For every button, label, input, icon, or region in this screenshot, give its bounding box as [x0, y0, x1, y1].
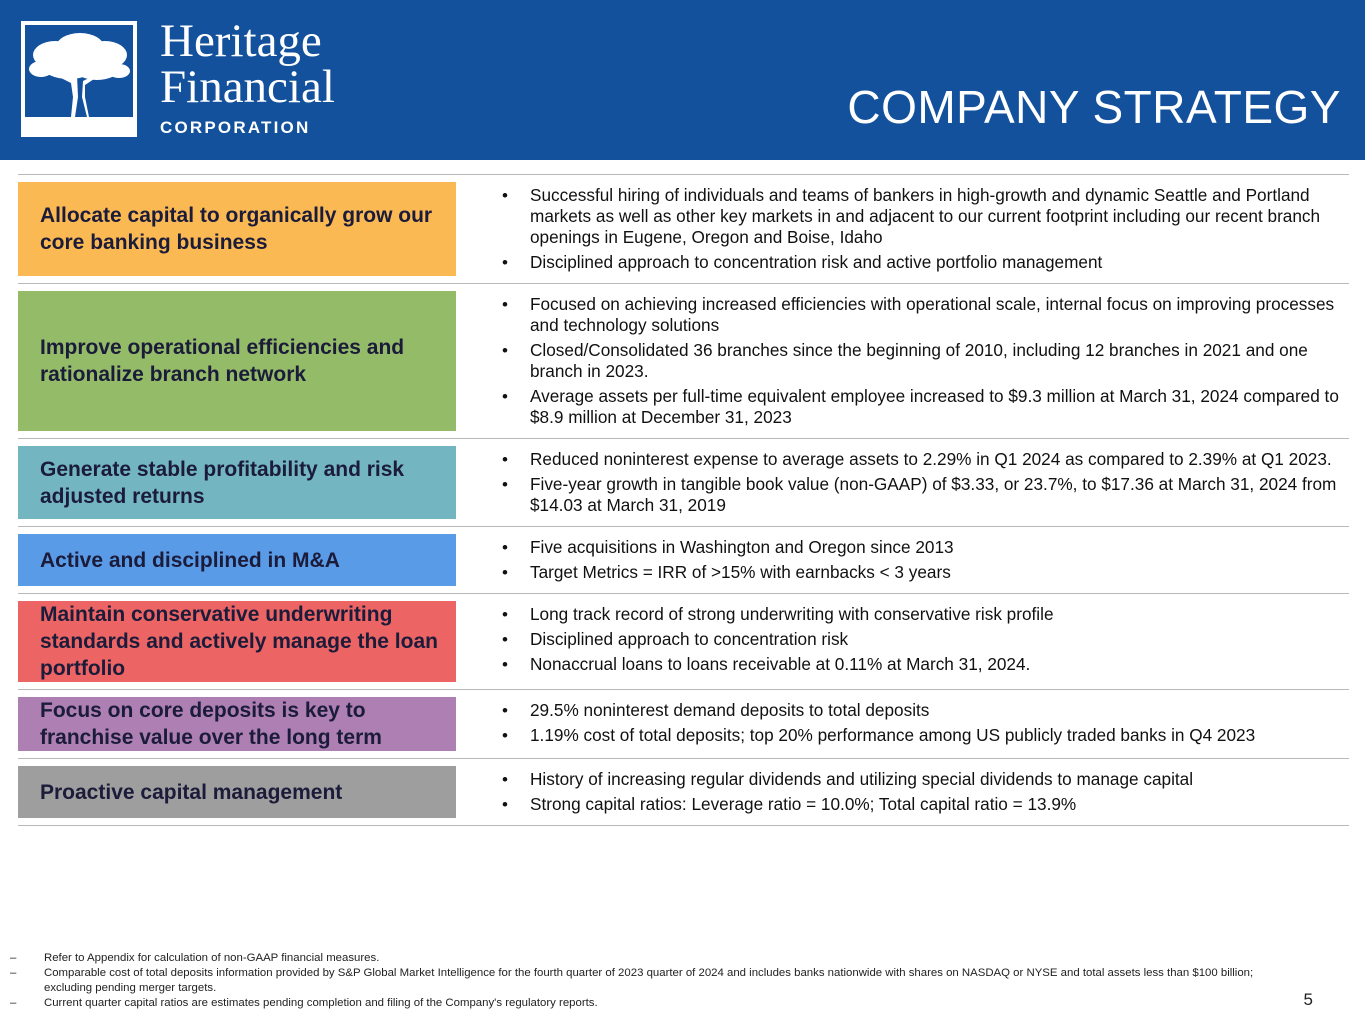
bullet-item: • History of increasing regular dividends and utilizing special dividends to manage capital	[502, 769, 1349, 790]
footnote	[10, 951, 1260, 966]
strategy-row	[18, 526, 1349, 593]
bullet-item: • Reduced noninterest expense to average assets to 2.29% in Q1 2024 as compared to 2.39% at Q1 2023.	[502, 449, 1349, 470]
strategy-bullets	[456, 690, 1349, 758]
bullet-item: • Disciplined approach to concentration risk and active portfolio management	[502, 252, 1349, 273]
company-name-line1: Heritage	[160, 15, 322, 67]
strategy-label: Proactive capital management	[18, 766, 456, 818]
strategy-label: Allocate capital to organically grow our core banking business	[18, 182, 456, 276]
bullet-item: • Long track record of strong underwriting with conservative risk profile	[502, 604, 1349, 625]
strategy-row	[18, 758, 1349, 826]
strategy-label: Improve operational efficiencies and rationalize branch network	[18, 291, 456, 431]
page-title: COMPANY STRATEGY	[847, 81, 1341, 133]
footnote-text: Comparable cost of total deposits information provided by S&P Global Market Intelligence for the fourth quarter of 2023 quarter of 2024 and includes banks nationwide with shares on NASDAQ or NYSE and total assets less than $100 billion; excluding pending merger targets.	[44, 967, 1254, 994]
bullet-item: • Strong capital ratios: Leverage ratio = 10.0%; Total capital ratio = 13.9%	[502, 794, 1349, 815]
bullet-item: • 29.5% noninterest demand deposits to total deposits	[502, 700, 1349, 721]
company-name-line3: CORPORATION	[160, 118, 311, 137]
footnotes	[10, 951, 1260, 1011]
strategy-row	[18, 593, 1349, 689]
bullet-item: • Average assets per full-time equivalent employee increased to $9.3 million at March 31, 2024 compared to $8.9 million at December 31, 2023	[502, 386, 1349, 428]
strategy-table	[18, 174, 1349, 826]
bullet-item: • Five-year growth in tangible book value (non-GAAP) of $3.33, or 23.7%, to $17.36 at March 31, 2024 from $14.03 at March 31, 2019	[502, 474, 1349, 516]
page-number: 5	[1303, 990, 1313, 1009]
bullet-item: • Successful hiring of individuals and teams of bankers in high-growth and dynamic Seattle and Portland markets as well as other key markets in and adjacent to our current footprint including our recent branch openings in Eugene, Oregon and Boise, Idaho	[502, 185, 1349, 248]
strategy-bullets	[456, 439, 1349, 526]
footnote-text: Current quarter capital ratios are estimates pending completion and filing of the Company's regulatory reports.	[44, 997, 598, 1009]
footnote-text: Refer to Appendix for calculation of non-GAAP financial measures.	[44, 952, 380, 964]
footnote-marker: –	[10, 967, 17, 979]
tree-icon	[25, 25, 133, 133]
bullet-item: • Focused on achieving increased efficiencies with operational scale, internal focus on improving processes and technology solutions	[502, 294, 1349, 336]
strategy-row	[18, 174, 1349, 283]
strategy-bullets	[456, 175, 1349, 283]
footnote-marker: –	[10, 997, 17, 1009]
footnote	[10, 996, 1260, 1011]
strategy-label: Focus on core deposits is key to franchise value over the long term	[18, 697, 456, 751]
bullet-item: • Target Metrics = IRR of >15% with earnbacks < 3 years	[502, 562, 1349, 583]
strategy-bullets	[456, 284, 1349, 438]
strategy-row	[18, 689, 1349, 758]
strategy-label: Generate stable profitability and risk adjusted returns	[18, 446, 456, 519]
strategy-row	[18, 438, 1349, 526]
bullet-item: • Five acquisitions in Washington and Oregon since 2013	[502, 537, 1349, 558]
bullet-item: • Disciplined approach to concentration risk	[502, 629, 1349, 650]
bullet-item: • Nonaccrual loans to loans receivable at 0.11% at March 31, 2024.	[502, 654, 1349, 675]
strategy-bullets	[456, 527, 1349, 593]
footnote	[10, 966, 1260, 996]
bullet-item: • Closed/Consolidated 36 branches since the beginning of 2010, including 12 branches in 2021 and one branch in 2023.	[502, 340, 1349, 382]
strategy-bullets	[456, 759, 1349, 825]
company-name-line2: Financial	[160, 61, 335, 113]
company-name	[160, 15, 335, 138]
strategy-label: Maintain conservative underwriting standards and actively manage the loan portfolio	[18, 601, 456, 682]
header-banner	[0, 0, 1365, 160]
footnote-marker: –	[10, 952, 17, 964]
bullet-item: • 1.19% cost of total deposits; top 20% performance among US publicly traded banks in Q4 2023	[502, 725, 1349, 746]
company-logo	[21, 21, 137, 137]
strategy-row	[18, 283, 1349, 438]
strategy-bullets	[456, 594, 1349, 689]
strategy-label: Active and disciplined in M&A	[18, 534, 456, 586]
